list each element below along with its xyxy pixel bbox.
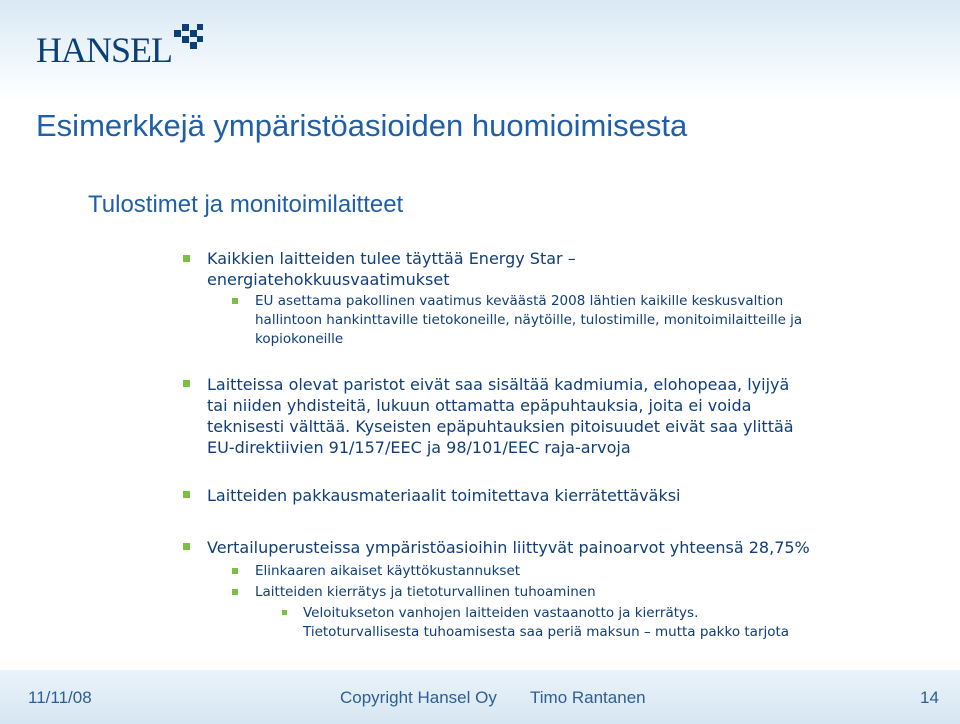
subbullet-recycling: Laitteiden kierrätys ja tietoturvallinen tuhoaminen <box>255 584 596 600</box>
bullet-square-icon <box>183 543 190 550</box>
page-title: Esimerkkejä ympäristöasioiden huomioimisesta <box>36 108 688 143</box>
bullet-batteries-line1: Laitteissa olevat paristot eivät saa sisältää kadmiumia, elohopeaa, lyijyä <box>207 375 790 394</box>
footer-copyright: Copyright Hansel Oy <box>340 688 497 707</box>
bullet-energy-star-line1: Kaikkien laitteiden tulee täyttää Energy Star – <box>207 249 576 268</box>
bullet-square-icon <box>183 255 190 262</box>
bullet-batteries-line4: EU-direktiivien 91/157/EEC ja 98/101/EEC raja-arvoja <box>207 438 631 457</box>
hansel-logo <box>36 28 204 72</box>
logo-pattern-icon <box>174 24 204 54</box>
subbullet-eu-line1: EU asettama pakollinen vaatimus keväästä 2008 lähtien kaikille keskusvaltion <box>255 293 784 309</box>
subsubbullet-line1: Veloitukseton vanhojen laitteiden vastaanotto ja kierrätys. <box>303 605 699 621</box>
bullet-square-icon <box>282 610 287 615</box>
bullet-square-icon <box>232 568 238 574</box>
bullet-square-icon <box>232 589 238 595</box>
bullet-square-icon <box>232 298 238 304</box>
subbullet-eu-line2: hallintoon hankinttaville tietokoneille, näytöille, tulostimille, monitoimilaitteille ja <box>255 312 803 328</box>
logo-text: HANSEL <box>36 30 172 70</box>
bullet-square-icon <box>183 491 190 498</box>
subbullet-eu-line3: kopiokoneille <box>255 331 344 347</box>
footer-page-number: 14 <box>920 688 939 707</box>
footer-author: Timo Rantanen <box>530 688 646 707</box>
bullet-batteries-line2: tai niiden yhdisteitä, lukuun ottamatta epäpuhtauksia, joita ei voida <box>207 396 752 415</box>
subsubbullet-line2: Tietoturvallisesta tuhoamisesta saa periä maksun – mutta pakko tarjota <box>303 624 790 640</box>
footer-band <box>0 670 960 724</box>
bullet-criteria: Vertailuperusteissa ympäristöasioihin liittyvät painoarvot yhteensä 28,75% <box>207 538 810 557</box>
bullet-energy-star-line2: energiatehokkuusvaatimukset <box>207 270 450 289</box>
subbullet-lifecycle: Elinkaaren aikaiset käyttökustannukset <box>255 563 521 579</box>
bullet-batteries-line3: teknisesti välttää. Kyseisten epäpuhtauksien pitoisuudet eivät saa ylittää <box>207 417 794 436</box>
section-subtitle: Tulostimet ja monitoimilaitteet <box>88 191 404 218</box>
footer-date: 11/11/08 <box>28 688 92 707</box>
bullet-packaging: Laitteiden pakkausmateriaalit toimitettava kierrätettäväksi <box>207 486 681 505</box>
bullet-square-icon <box>183 380 190 387</box>
